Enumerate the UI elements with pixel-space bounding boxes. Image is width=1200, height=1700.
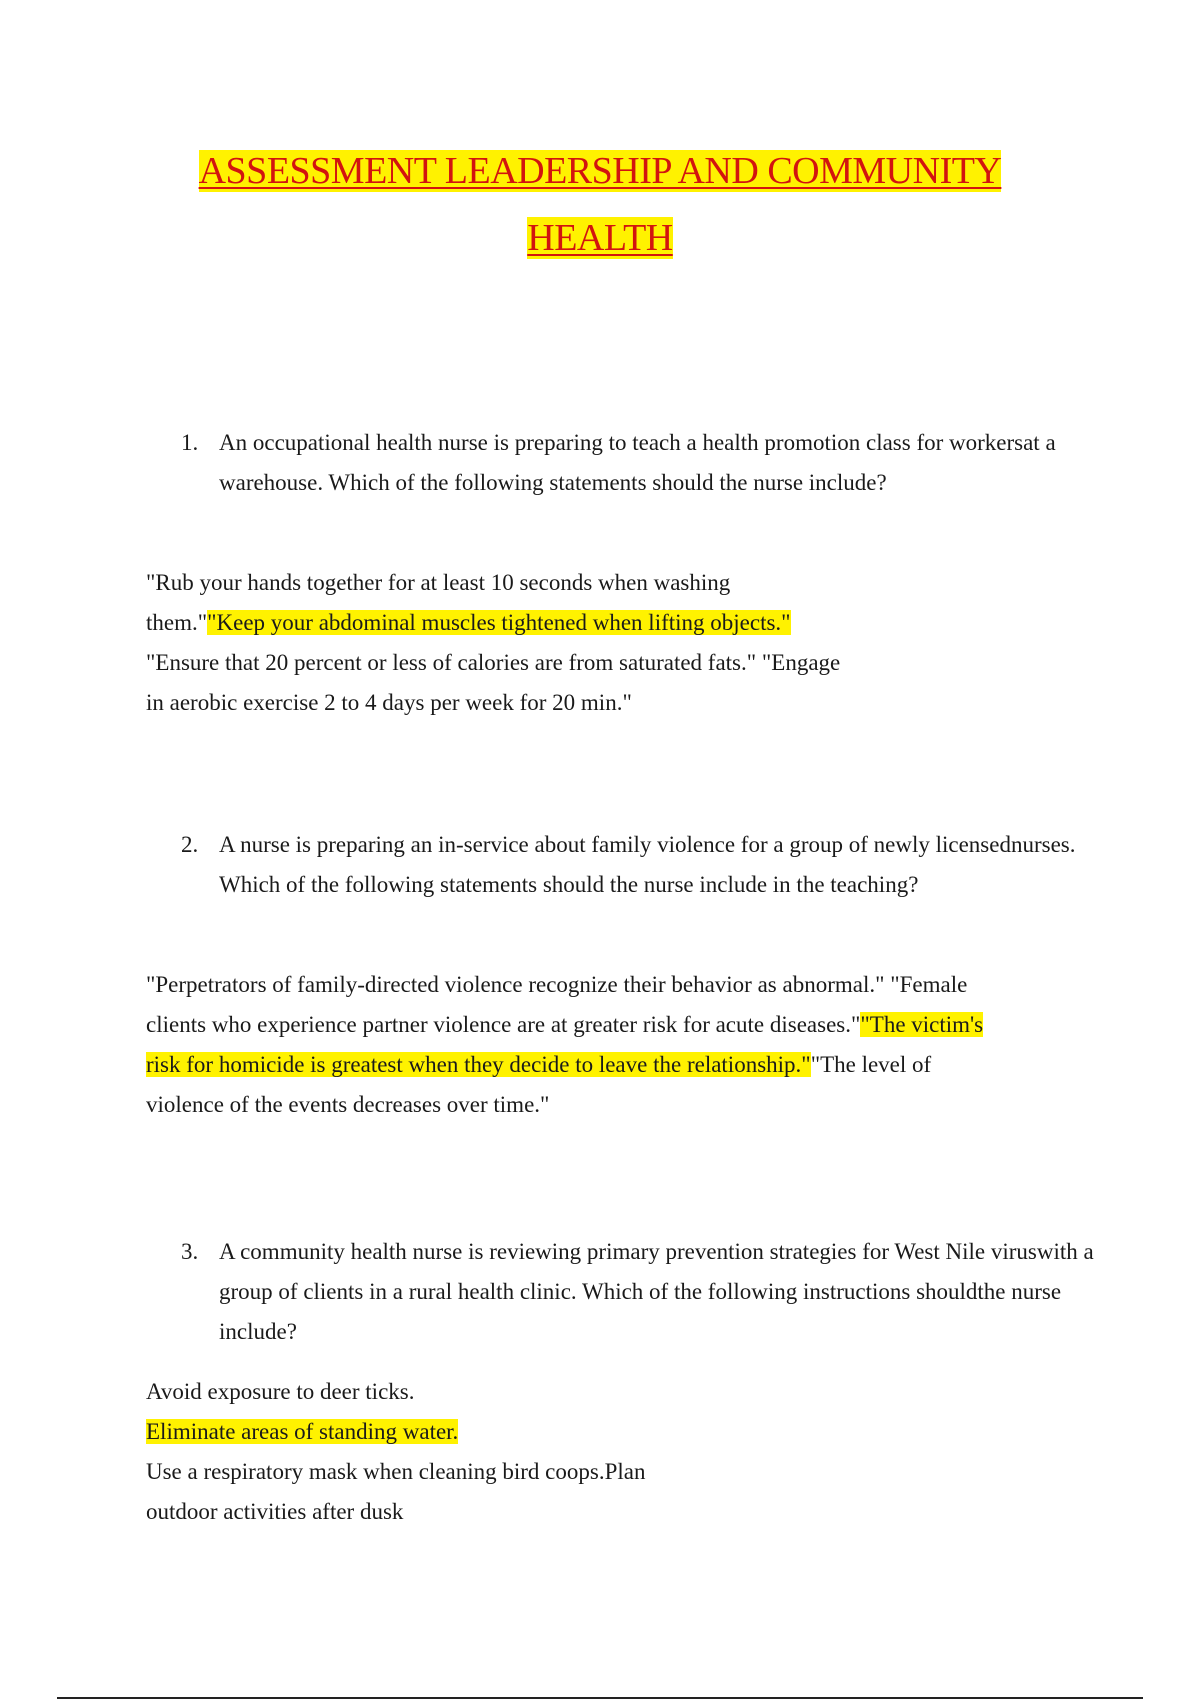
answer-block-3 xyxy=(146,1372,666,1532)
question-text: A nurse is preparing an in-service about family violence for a group of newly licensednurses. Which of the following statements should the nurse include in the teaching? xyxy=(219,832,1076,897)
question-number: 1. xyxy=(181,430,199,455)
answer-text: "Perpetrators of family-directed violence recognize their behavior as abnormal." "Female clients who experience partner violence are at greater risk for acute diseases." xyxy=(146,972,968,1037)
highlighted-answer: "Keep your abdominal muscles tightened when lifting objects." xyxy=(207,610,791,635)
answer-text: "Rub your hands together for at least 10 seconds when washing them." xyxy=(146,570,731,635)
answer-block-1 xyxy=(146,563,846,723)
highlighted-answer: "The victim's risk for homicide is greatest when they decide to leave the relationship." xyxy=(146,1012,984,1077)
question-number: 2. xyxy=(181,832,199,857)
answer-text: "Ensure that 20 percent or less of calories are from saturated fats." "Engage in aerobic exercise 2 to 4 days per week for 20 min." xyxy=(146,650,841,715)
answer-text: "The level of violence of the events decreases over time." xyxy=(146,1052,932,1117)
document-title-line-2 xyxy=(100,205,1100,271)
answer-block-2 xyxy=(146,965,1006,1125)
document-title-line-1 xyxy=(100,138,1100,204)
question-number: 3. xyxy=(181,1239,199,1264)
question-text: A community health nurse is reviewing primary prevention strategies for West Nile viruswith a group of clients in a rural health clinic. Which of the following instructions shouldthe nurse include? xyxy=(219,1239,1094,1344)
document-title-text: ASSESSMENT LEADERSHIP AND COMMUNITY xyxy=(198,150,1002,192)
answer-option-wrap xyxy=(146,1412,666,1452)
highlighted-answer: Eliminate areas of standing water. xyxy=(146,1419,459,1444)
document-title-text: HEALTH xyxy=(527,217,673,259)
question-text: An occupational health nurse is preparing to teach a health promotion class for workersat a warehouse. Which of the following statements should the nurse include? xyxy=(219,430,1056,495)
answer-option: Avoid exposure to deer ticks. xyxy=(146,1379,415,1404)
question-2 xyxy=(181,825,1101,905)
question-1 xyxy=(181,423,1101,503)
answer-option: Use a respiratory mask when cleaning bird coops.Plan outdoor activities after dusk xyxy=(146,1459,646,1524)
question-3 xyxy=(181,1232,1101,1352)
page-bottom-rule xyxy=(57,1697,1143,1699)
